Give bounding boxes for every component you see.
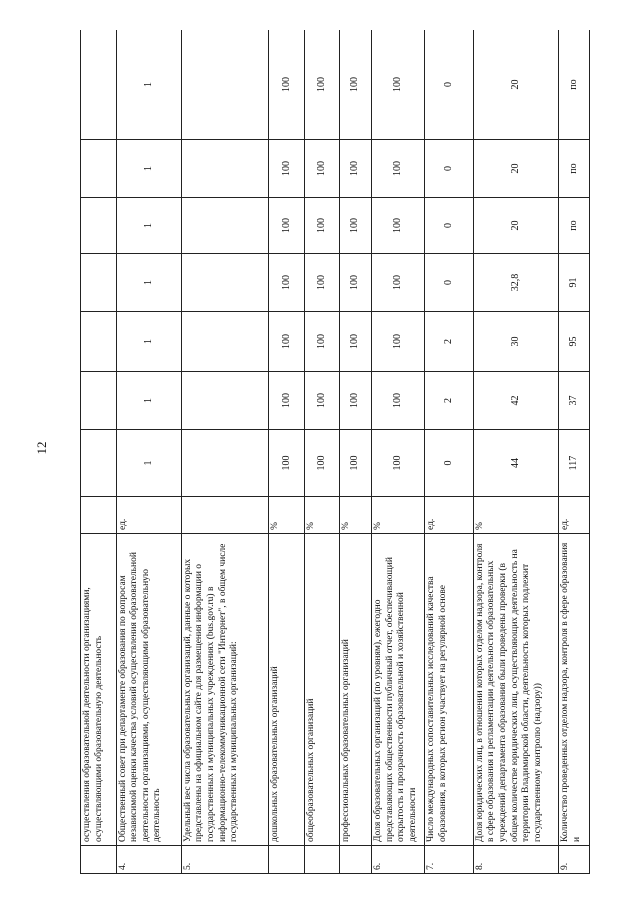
value-cell xyxy=(81,254,117,312)
value-cell: 100 xyxy=(269,198,305,254)
indicator-name-cell: Общественный совет при департаменте образования по вопросам независимой оценки качества условий осуществления образовательной деятельности организациями, осуществляющими образовательную деятельность xyxy=(116,534,181,846)
table-row xyxy=(304,30,339,874)
value-cell: 100 xyxy=(372,430,425,497)
value-cell xyxy=(81,198,117,254)
value-cell xyxy=(81,140,117,198)
value-cell xyxy=(181,312,269,372)
value-cell: 0 xyxy=(425,140,474,198)
value-cell: 100 xyxy=(372,198,425,254)
value-cell xyxy=(81,372,117,430)
value-cell xyxy=(181,198,269,254)
value-cell: 100 xyxy=(269,254,305,312)
value-cell: 100 xyxy=(339,430,372,497)
value-cell xyxy=(181,254,269,312)
value-cell xyxy=(81,312,117,372)
row-number-cell: 5. xyxy=(181,846,269,874)
unit-cell: % xyxy=(269,497,305,534)
value-cell xyxy=(81,430,117,497)
unit-cell xyxy=(181,497,269,534)
value-cell: 1 xyxy=(116,140,181,198)
value-cell: по xyxy=(559,198,590,254)
value-cell: 1 xyxy=(116,372,181,430)
page-number: 12 xyxy=(34,441,49,455)
value-cell: 91 xyxy=(559,254,590,312)
unit-cell: ед. xyxy=(425,497,474,534)
value-cell: 1 xyxy=(116,198,181,254)
value-cell: 100 xyxy=(339,30,372,140)
value-cell: 100 xyxy=(339,372,372,430)
value-cell: 100 xyxy=(269,430,305,497)
value-cell: 2 xyxy=(425,312,474,372)
row-number-cell xyxy=(269,846,305,874)
value-cell: 100 xyxy=(269,30,305,140)
value-cell: 1 xyxy=(116,430,181,497)
value-cell: 20 xyxy=(473,30,559,140)
value-cell xyxy=(81,30,117,140)
value-cell: 20 xyxy=(473,198,559,254)
value-cell: 100 xyxy=(372,30,425,140)
value-cell: 0 xyxy=(425,254,474,312)
table-row xyxy=(473,30,559,874)
value-cell: по xyxy=(559,140,590,198)
value-cell: 2 xyxy=(425,372,474,430)
indicator-name-cell: Количество проведенных отделом надзора, контроля в сфере образования и xyxy=(559,534,590,846)
row-number-cell xyxy=(81,846,117,874)
unit-cell: % xyxy=(339,497,372,534)
value-cell: 1 xyxy=(116,254,181,312)
row-number-cell xyxy=(339,846,372,874)
indicator-name-cell: Доля юридических лиц, в отношении которых отделом надзора, контроля в сфере образования и регламентации деятельности образовательных учреждений департамента образования были проведены проверки (в общем количестве юридических лиц, осуществляющих деятельность на территории Владимирской области, деятельность которых подлежит государственному контролю (надзору)) xyxy=(473,534,559,846)
table-row xyxy=(559,30,590,874)
value-cell: 100 xyxy=(372,254,425,312)
value-cell: 37 xyxy=(559,372,590,430)
value-cell: 100 xyxy=(304,372,339,430)
value-cell: 100 xyxy=(304,198,339,254)
indicator-name-cell: профессиональных образовательных организаций xyxy=(339,534,372,846)
value-cell xyxy=(181,430,269,497)
value-cell: 100 xyxy=(339,312,372,372)
value-cell: 30 xyxy=(473,312,559,372)
row-number-cell: 7. xyxy=(425,846,474,874)
indicator-name-cell: общеобразовательных организаций xyxy=(304,534,339,846)
value-cell: 100 xyxy=(304,30,339,140)
value-cell: по xyxy=(559,30,590,140)
value-cell: 44 xyxy=(473,430,559,497)
row-number-cell: 4. xyxy=(116,846,181,874)
value-cell: 1 xyxy=(116,312,181,372)
row-number-cell: 8. xyxy=(473,846,559,874)
value-cell: 100 xyxy=(372,312,425,372)
table-row xyxy=(425,30,474,874)
indicator-table-wrapper xyxy=(80,30,590,874)
table-row xyxy=(81,30,117,874)
value-cell: 20 xyxy=(473,140,559,198)
value-cell: 100 xyxy=(304,254,339,312)
value-cell: 32,8 xyxy=(473,254,559,312)
table-row xyxy=(181,30,269,874)
value-cell: 95 xyxy=(559,312,590,372)
indicator-table xyxy=(80,30,590,874)
value-cell: 1 xyxy=(116,30,181,140)
unit-cell: ед. xyxy=(116,497,181,534)
value-cell: 42 xyxy=(473,372,559,430)
indicator-name-cell: Удельный вес числа образовательных организаций, данные о которых представлены на официальном сайте для размещения информации о государственных и муниципальных учреждениях (bus.gov.ru) в информационно-телекоммуникационной сети "Интернет", в общем числе государственных и муниципальных организаций: xyxy=(181,534,269,846)
row-number-cell: 6. xyxy=(372,846,425,874)
row-number-cell: 9. xyxy=(559,846,590,874)
unit-cell xyxy=(81,497,117,534)
indicator-name-cell: дошкольных образовательных организаций xyxy=(269,534,305,846)
unit-cell: % xyxy=(473,497,559,534)
value-cell: 100 xyxy=(269,372,305,430)
table-row xyxy=(339,30,372,874)
value-cell xyxy=(181,30,269,140)
value-cell: 100 xyxy=(304,312,339,372)
table-row xyxy=(372,30,425,874)
value-cell: 100 xyxy=(339,140,372,198)
value-cell: 100 xyxy=(372,140,425,198)
indicator-name-cell: Число международных сопоставительных исследований качества образования, в которых регион участвует на регулярной основе xyxy=(425,534,474,846)
value-cell: 117 xyxy=(559,430,590,497)
value-cell: 100 xyxy=(339,254,372,312)
value-cell: 100 xyxy=(269,140,305,198)
value-cell xyxy=(181,372,269,430)
value-cell: 0 xyxy=(425,430,474,497)
value-cell: 0 xyxy=(425,30,474,140)
value-cell: 100 xyxy=(339,198,372,254)
value-cell: 100 xyxy=(269,312,305,372)
unit-cell: % xyxy=(304,497,339,534)
unit-cell: % xyxy=(372,497,425,534)
value-cell: 0 xyxy=(425,198,474,254)
unit-cell: ед. xyxy=(559,497,590,534)
value-cell: 100 xyxy=(372,372,425,430)
indicator-name-cell: Доля образовательных организаций (по уровням), ежегодно представляющих общественности публичный отчет, обеспечивающий открытость и прозрачность образовательной и хозяйственной деятельности xyxy=(372,534,425,846)
value-cell: 100 xyxy=(304,140,339,198)
value-cell xyxy=(181,140,269,198)
row-number-cell xyxy=(304,846,339,874)
indicator-name-cell: осуществления образовательной деятельности организациями, осуществляющими образовательную деятельность xyxy=(81,534,117,846)
table-row xyxy=(116,30,181,874)
table-row xyxy=(269,30,305,874)
value-cell: 100 xyxy=(304,430,339,497)
